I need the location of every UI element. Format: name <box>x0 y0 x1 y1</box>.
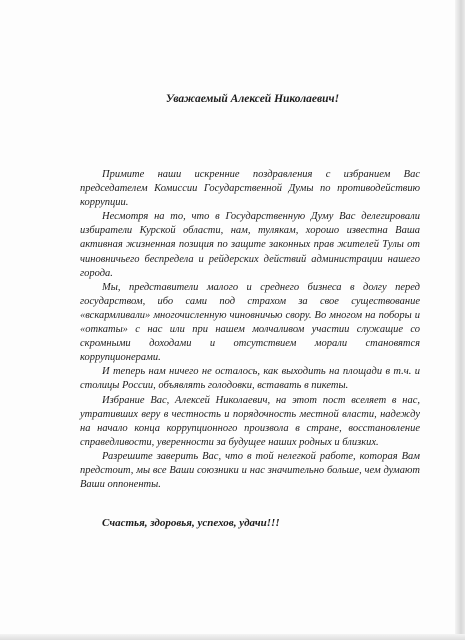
paragraph-protest: И теперь нам ничего не осталось, как выходить на площади в т.ч. и столицы России, объявлять голодовки, вставать в пикеты. <box>80 366 420 392</box>
paragraph-hope: Избрание Вас, Алексей Николаевич, на этот пост вселяет в нас, утративших веру в честность и порядочность местной власти, надежду на начало конца коррупционного произвола в стране, восстановление справедливости, уверенности за будущее наших родных и близких. <box>80 394 420 448</box>
letter-closing: Счастья, здоровья, успехов, удачи!!! <box>102 517 280 529</box>
paragraph-congratulations: Примите наши искренние поздравления с избранием Вас председателем Комиссии Государственной Думы по противодействию коррупции. <box>80 169 420 209</box>
paragraph-position: Несмотря на то, что в Государственную Думу Вас делегировали избиратели Курской области, нам, тулякам, хорошо известна Ваша активная жизненная позиция по защите законных прав жителей Тулы от чиновничьего беспредела и рейдерских действий администрации нашего города. <box>80 211 420 279</box>
letter-greeting: Уважаемый Алексей Николаевич! <box>165 93 340 105</box>
page-bottom-edge <box>0 634 465 640</box>
letter-body <box>80 168 420 492</box>
paragraph-business: Мы, представители малого и среднего бизнеса в долгу перед государством, ибо сами под страхом за свое существование «вскармливали» многочисленную чиновничью свору. Во многом на поборы и «откаты» с нас или при нашем молчаливом участии служащие со скромными доходами и отсутствием морали становятся коррупционерами. <box>80 281 420 364</box>
paragraph-assurance: Разрешите заверить Вас, что в той нелегкой работе, которая Вам предстоит, мы все Ваши союзники и нас значительно больше, чем думают Ваши оппоненты. <box>80 450 420 491</box>
